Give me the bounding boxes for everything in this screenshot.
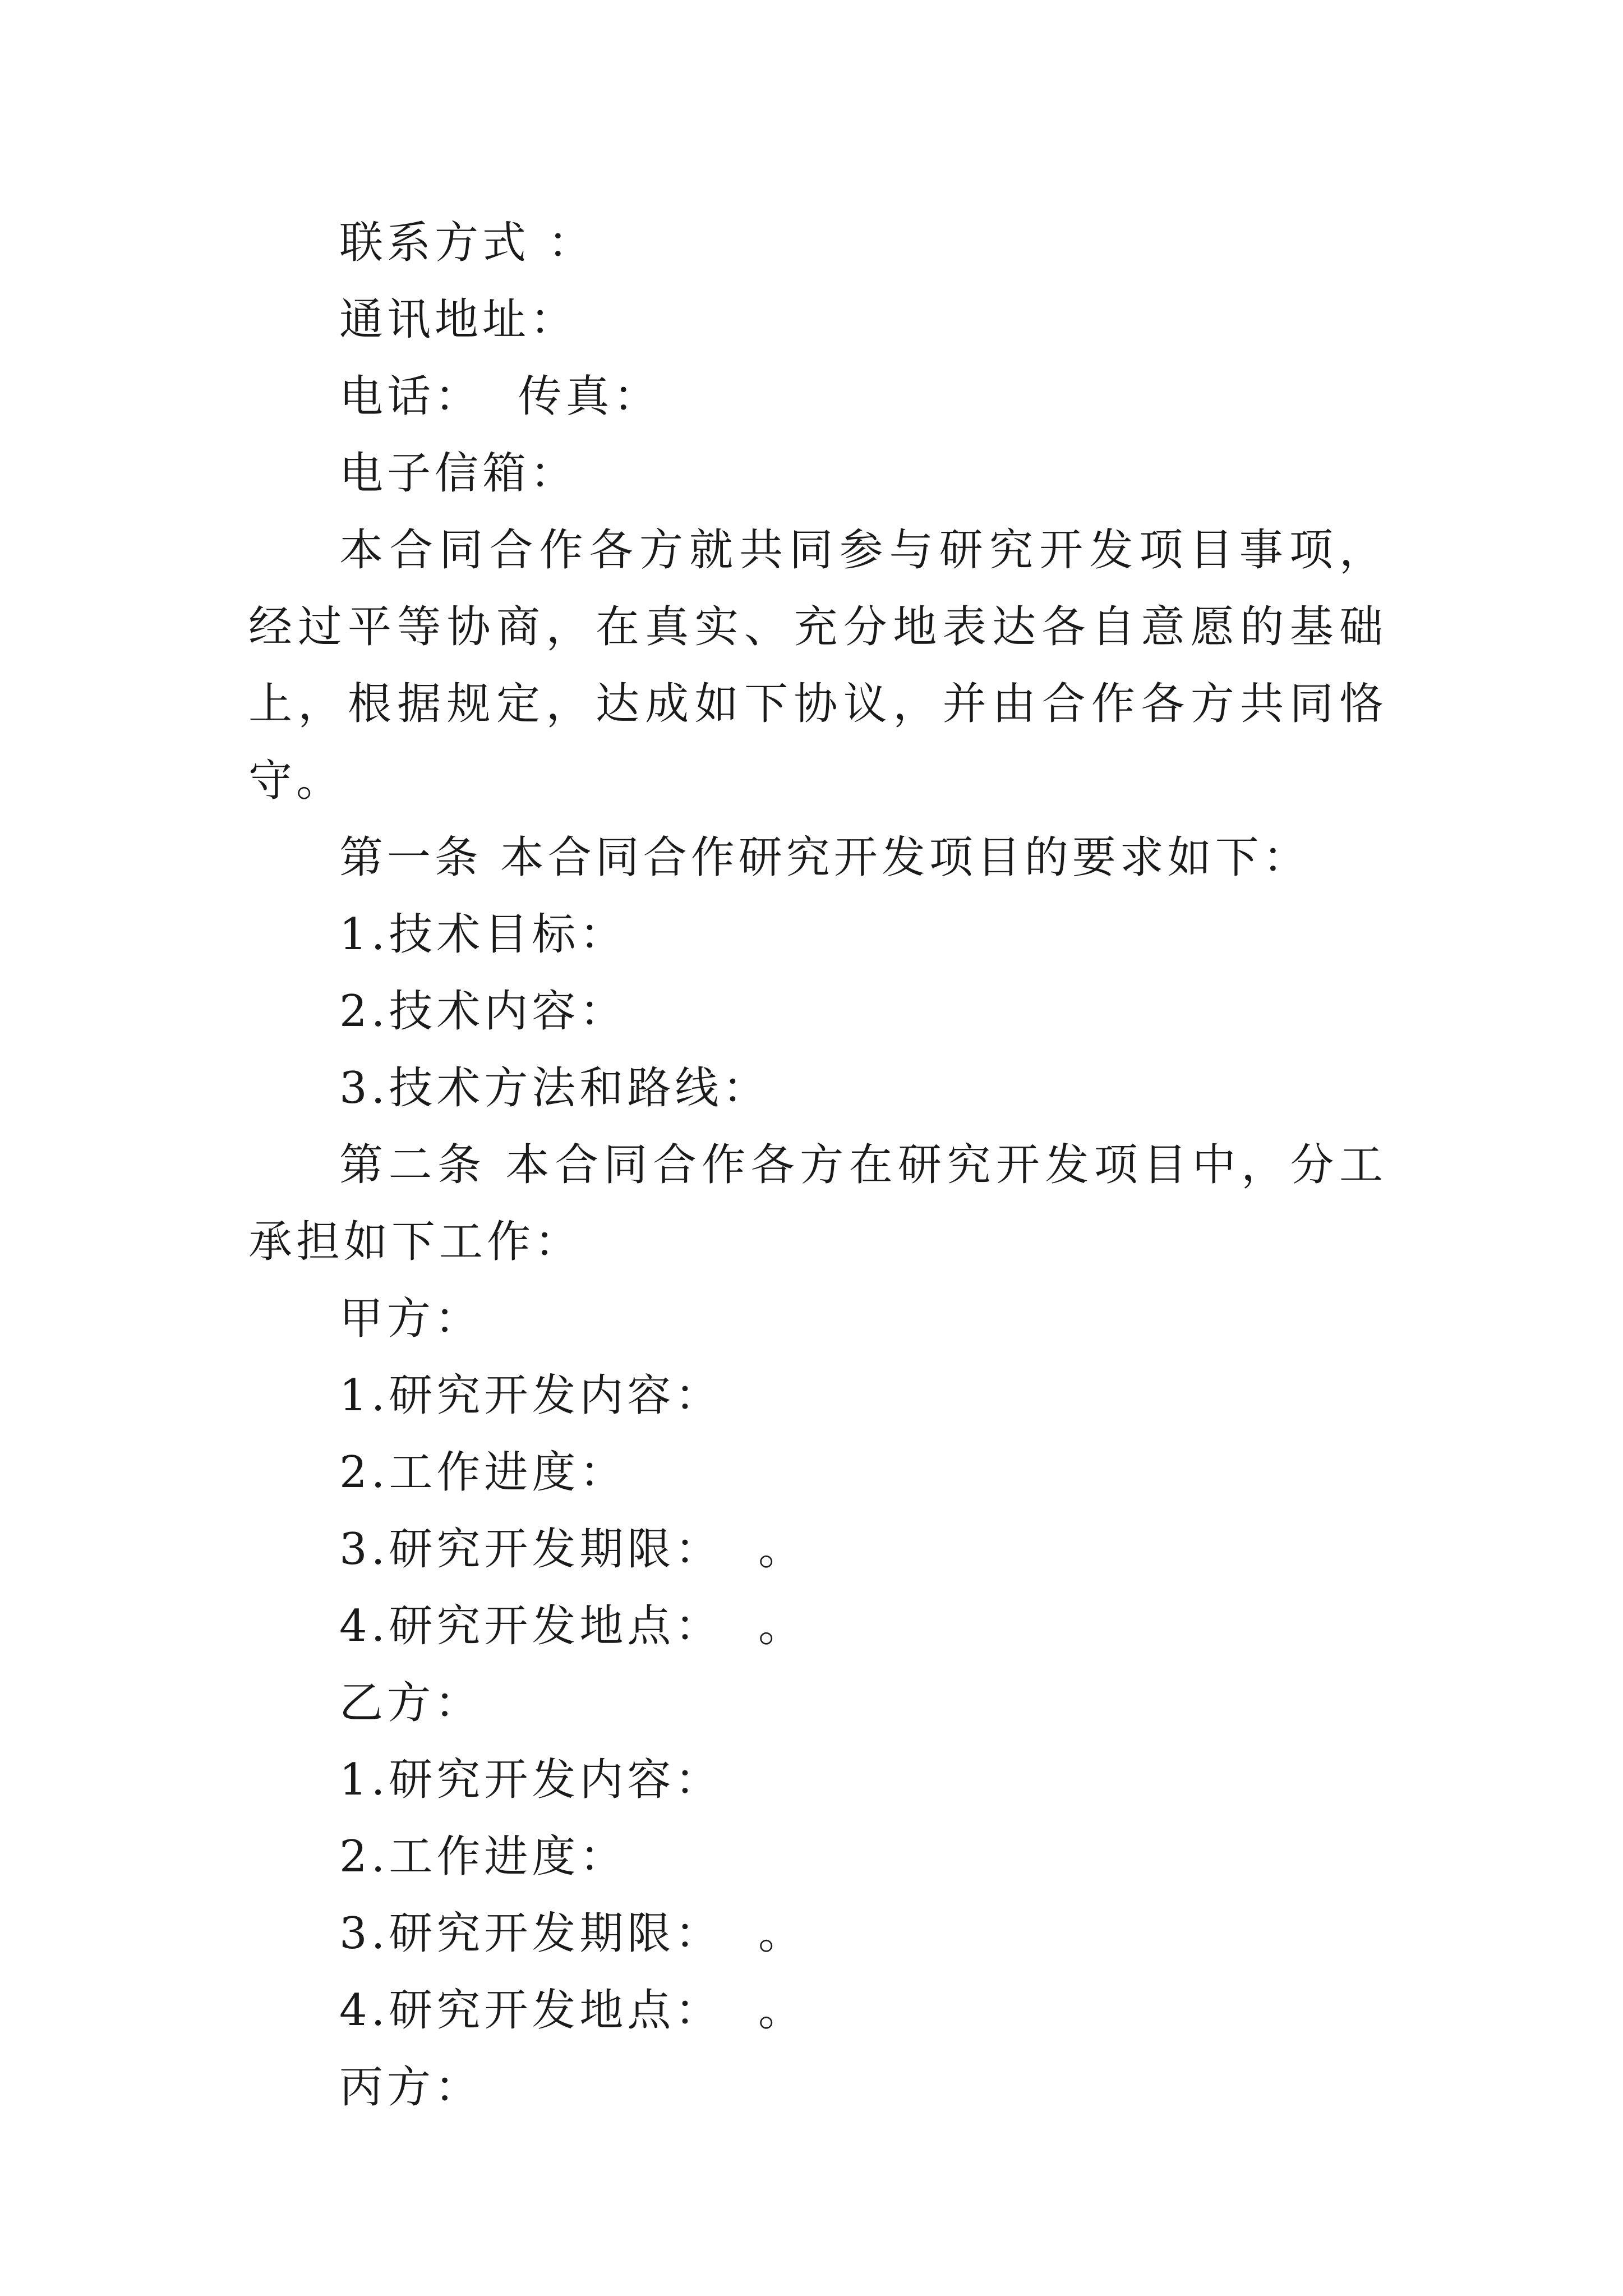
- mailing-address-line: 通讯地址：: [339, 295, 578, 345]
- document-body: [248, 205, 1387, 2126]
- party-b-content-item: 1.研究开发内容：: [339, 1755, 723, 1805]
- preamble-paragraph: 本合同合作各方就共同参与研究开发项目事项，经过平等协商，在真实、充分地表达各自意愿的基础上，根据规定，达成如下协议，并由合作各方共同恪守。: [248, 525, 1387, 806]
- party-c-label: 丙方：: [339, 2062, 483, 2113]
- party-a-content-item: 1.研究开发内容：: [339, 1370, 723, 1421]
- party-a-progress-item: 2.工作进度：: [339, 1447, 628, 1498]
- party-a-period-item: 3.研究开发期限： 。: [339, 1524, 806, 1575]
- article-one-heading: 第一条 本合同合作研究开发项目的要求如下：: [339, 832, 1311, 883]
- party-a-location-item: 4.研究开发地点： 。: [339, 1601, 806, 1651]
- party-b-label: 乙方：: [339, 1678, 483, 1728]
- technical-content-item: 2.技术内容：: [339, 986, 628, 1037]
- contact-method-line: 联系方式 ：: [339, 218, 596, 268]
- party-b-progress-item: 2.工作进度：: [339, 1832, 628, 1882]
- party-b-period-item: 3.研究开发期限： 。: [339, 1908, 806, 1959]
- party-b-location-item: 4.研究开发地点： 。: [339, 1985, 806, 2036]
- phone-fax-line: 电话： 传真：: [339, 371, 661, 422]
- party-a-label: 甲方：: [339, 1294, 483, 1344]
- email-line: 电子信箱：: [339, 448, 578, 499]
- technical-method-item: 3.技术方法和路线：: [339, 1063, 771, 1114]
- article-two-paragraph: 第二条 本合同合作各方在研究开发项目中，分工承担如下工作：: [248, 1140, 1387, 1267]
- technical-goal-item: 1.技术目标：: [339, 909, 628, 960]
